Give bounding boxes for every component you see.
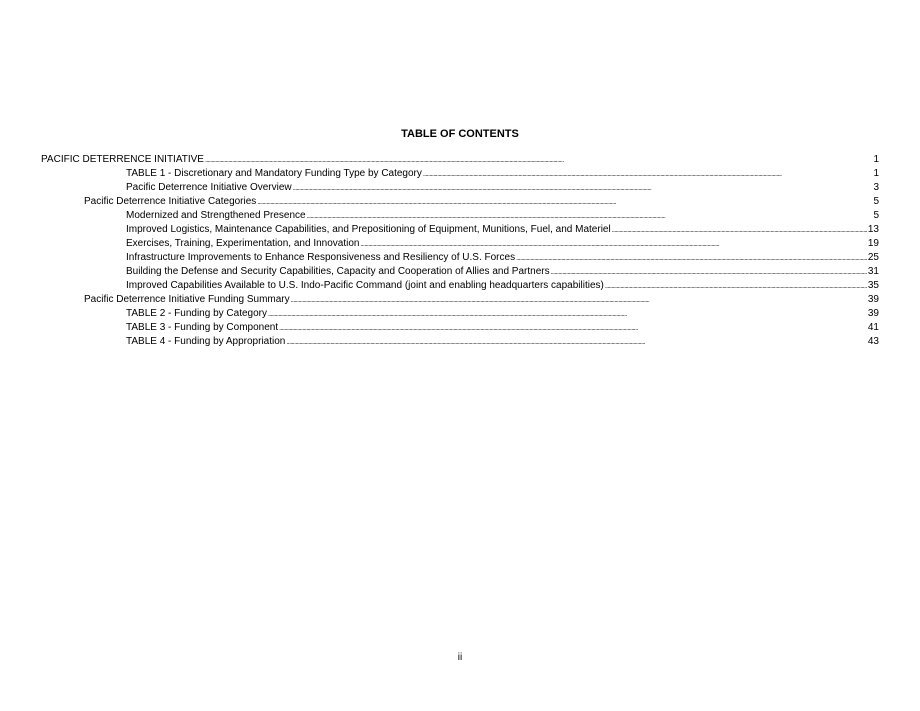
toc-entry-indopacom-capabilities[interactable] [126,280,879,292]
toc-entry-categories[interactable] [84,196,879,208]
toc-entry-label: Exercises, Training, Experimentation, and Innovation [126,238,360,249]
toc-entry-page: 19 [867,238,879,249]
toc-entry-label: TABLE 1 - Discretionary and Mandatory Funding Type by Category [126,168,422,179]
dot-leader [516,253,867,265]
toc-entry-page: 13 [867,224,879,235]
toc-entry-page: 41 [867,322,879,333]
toc-entry-page: 5 [873,196,879,207]
toc-entry-funding-summary[interactable] [84,294,879,306]
dot-leader [307,211,873,223]
toc-entry-modernized-presence[interactable] [126,210,879,222]
toc-entry-page: 25 [867,252,879,263]
toc-entry-page: 1 [873,154,879,165]
toc-entry-page: 43 [867,336,879,347]
toc-entry-overview[interactable] [126,182,879,194]
toc-entry-table-4[interactable] [126,336,879,348]
toc-entry-label: Pacific Deterrence Initiative Funding Summary [84,294,290,305]
toc-entry-page: 1 [873,168,879,179]
toc-entry-page: 35 [867,280,879,291]
toc-entry-improved-logistics[interactable] [126,224,879,236]
toc-entry-infrastructure[interactable] [126,252,879,264]
toc-entry-label: PACIFIC DETERRENCE INITIATIVE [41,154,204,165]
toc-entry-table-2[interactable] [126,308,879,320]
page-number: ii [457,652,463,663]
dot-leader [605,281,867,293]
toc-entry-pacific-deterrence-initiative[interactable] [41,154,879,166]
toc-entry-page: 5 [873,210,879,221]
toc-entry-page: 31 [867,266,879,277]
toc-entry-table-1[interactable] [126,168,879,180]
dot-leader [360,239,866,251]
dot-leader [279,323,867,335]
dot-leader [286,337,867,349]
toc-entry-label: Infrastructure Improvements to Enhance Responsiveness and Resiliency of U.S. Forces [126,252,516,263]
toc-entry-allies-partners[interactable] [126,266,879,278]
toc-entry-label: Pacific Deterrence Initiative Overview [126,182,292,193]
dot-leader [291,295,867,307]
dot-leader [205,155,872,167]
toc-entry-label: Improved Capabilities Available to U.S. Indo-Pacific Command (joint and enabling headquarters capabilities) [126,280,604,291]
dot-leader [257,197,872,209]
page-title: TABLE OF CONTENTS [401,128,519,140]
toc-entry-table-3[interactable] [126,322,879,334]
toc-entry-label: TABLE 2 - Funding by Category [126,308,267,319]
toc-entry-label: Building the Defense and Security Capabilities, Capacity and Cooperation of Allies and Partners [126,266,550,277]
toc-entry-page: 39 [867,308,879,319]
dot-leader [268,309,867,321]
toc-entry-label: Modernized and Strengthened Presence [126,210,306,221]
dot-leader [612,225,867,237]
toc-entry-label: Pacific Deterrence Initiative Categories [84,196,257,207]
toc-entry-exercises-training[interactable] [126,238,879,250]
toc-entry-label: Improved Logistics, Maintenance Capabilities, and Prepositioning of Equipment, Munitions, Fuel, and Materiel [126,224,611,235]
dot-leader [423,169,873,181]
dot-leader [293,183,873,195]
toc-entry-label: TABLE 3 - Funding by Component [126,322,279,333]
dot-leader [551,267,867,279]
toc-entry-page: 3 [873,182,879,193]
toc-entry-page: 39 [867,294,879,305]
toc-entry-label: TABLE 4 - Funding by Appropriation [126,336,286,347]
